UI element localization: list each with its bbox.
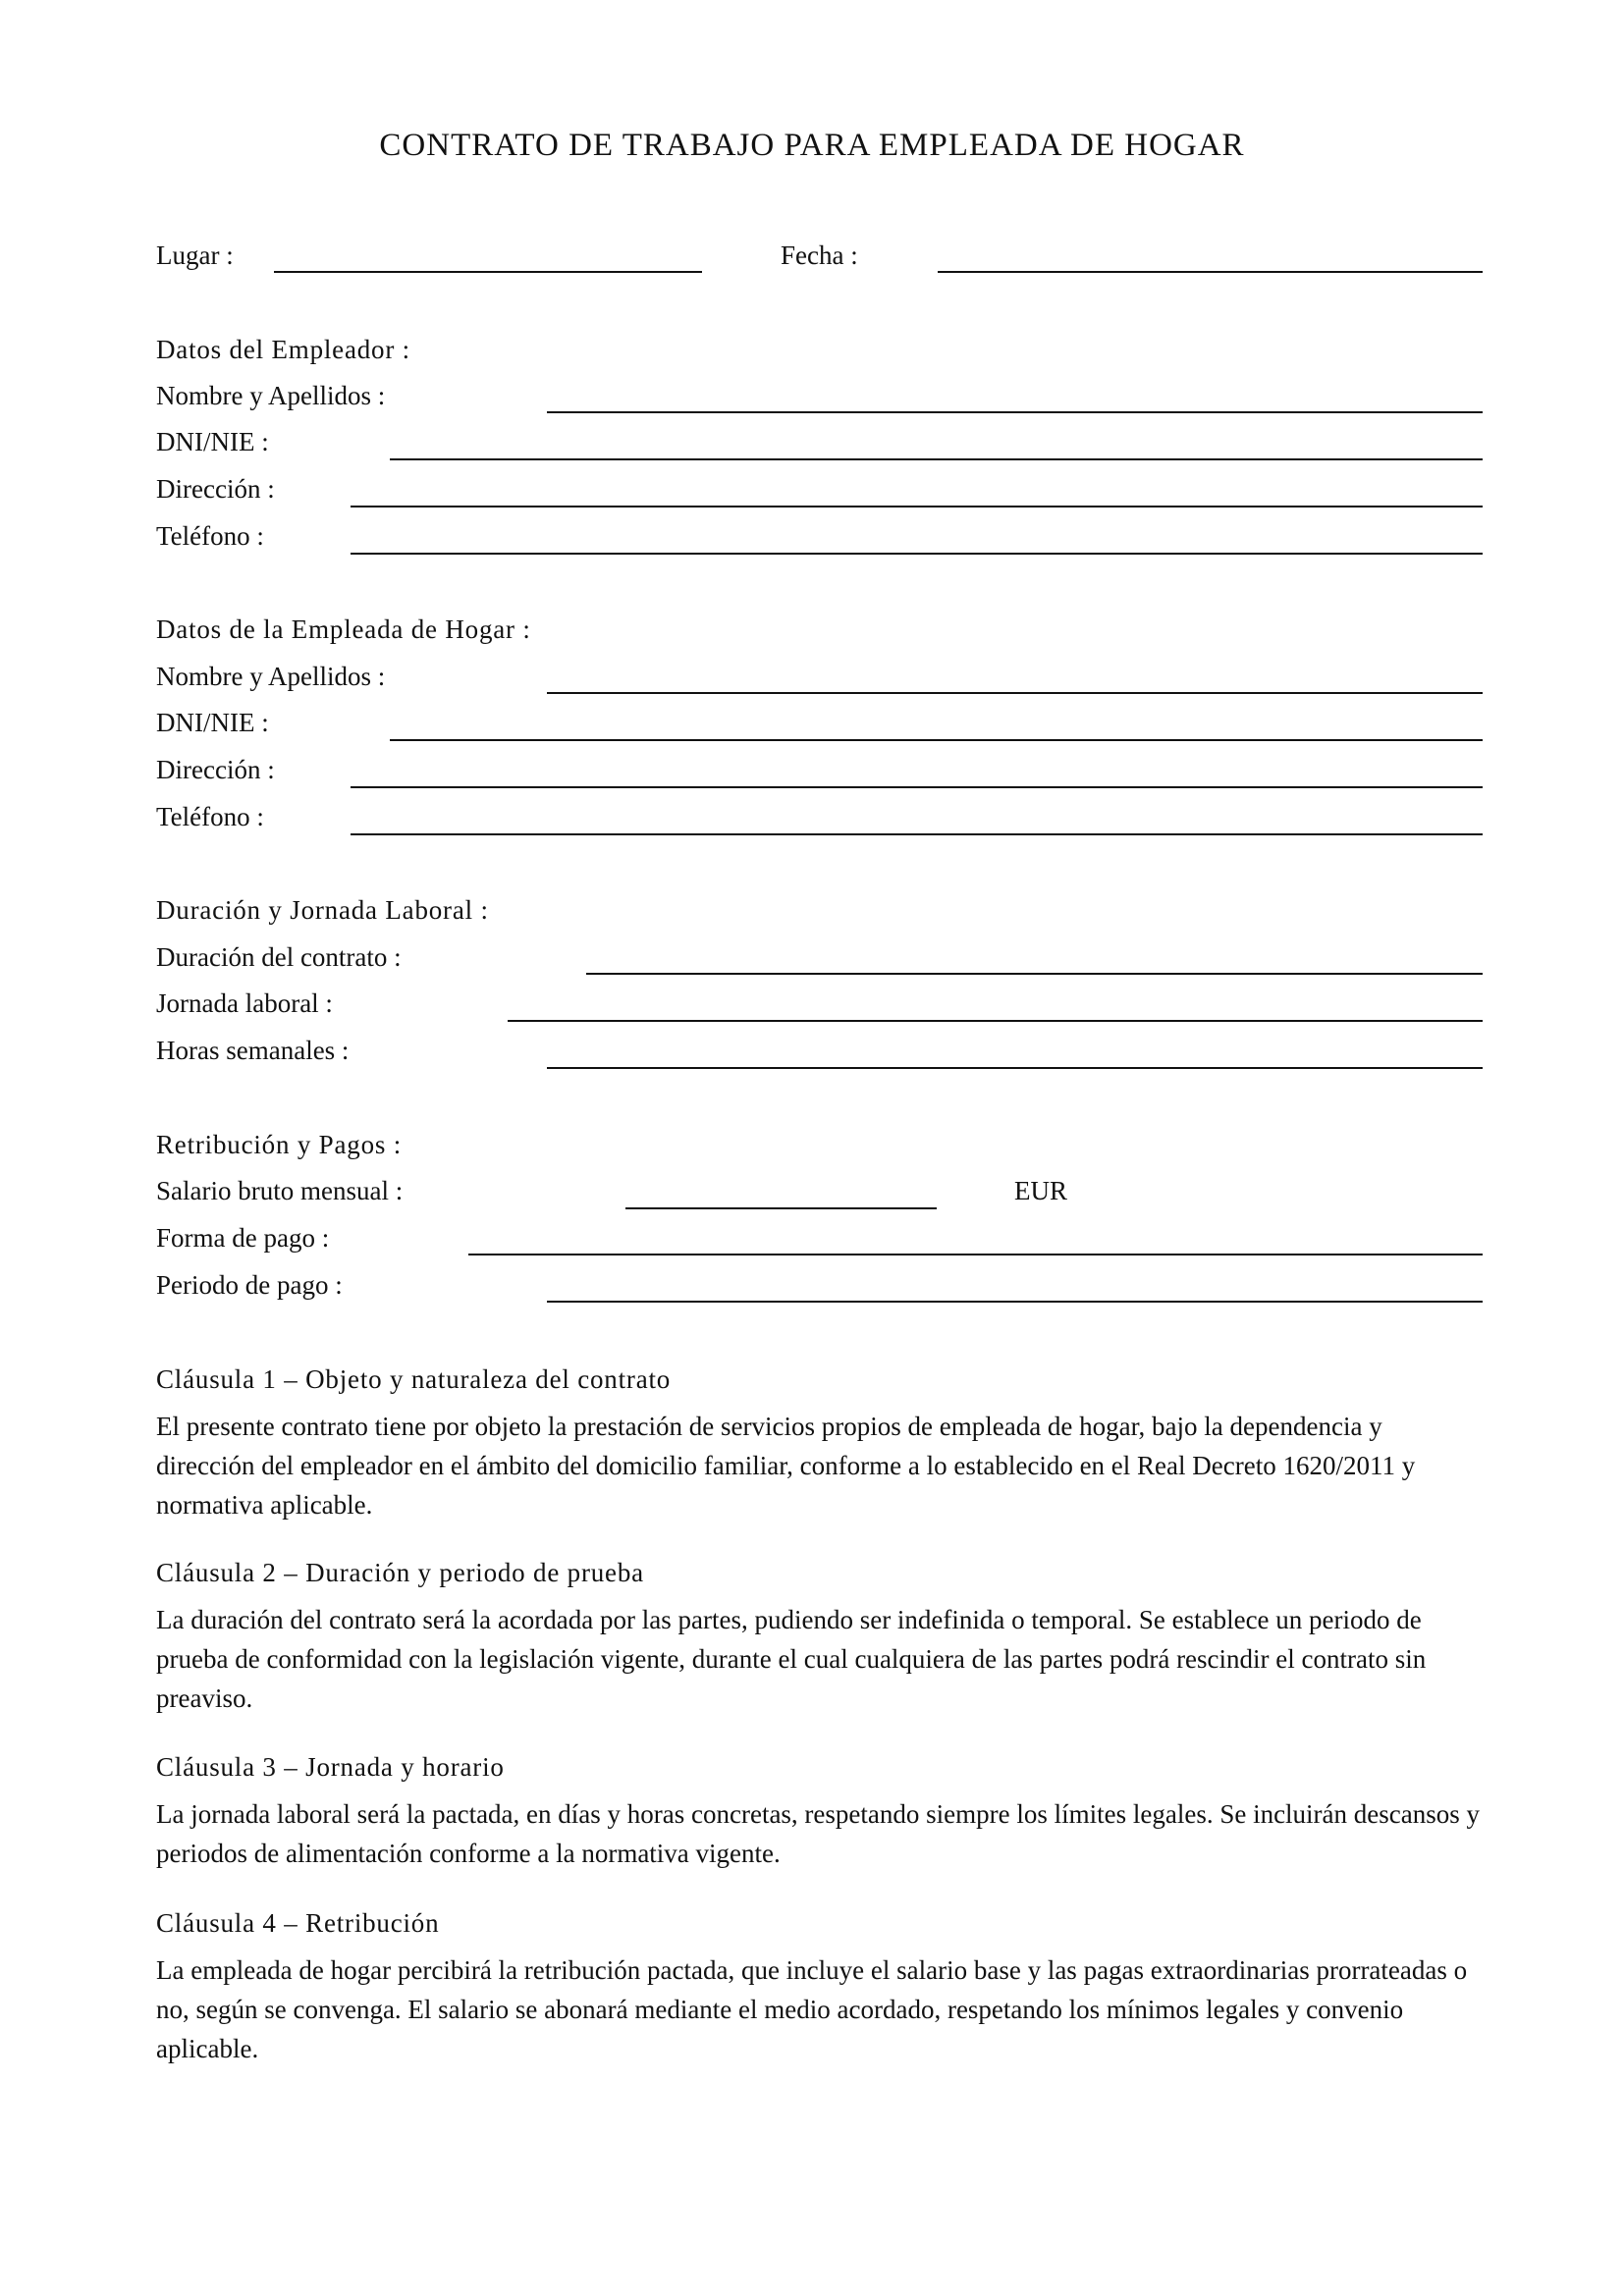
clause-3-title: Cláusula 3 – Jornada y horario <box>156 1752 505 1782</box>
employer-name-field[interactable] <box>547 411 1483 413</box>
employer-address-field[interactable] <box>351 506 1483 507</box>
employer-heading: Datos del Empleador : <box>156 335 410 364</box>
payment-period-field[interactable] <box>547 1301 1483 1303</box>
clause-1-title: Cláusula 1 – Objeto y naturaleza del contrato <box>156 1364 672 1394</box>
clause-4-title: Cláusula 4 – Retribución <box>156 1908 440 1938</box>
employee-name-label: Nombre y Apellidos : <box>156 662 386 691</box>
employee-address-field[interactable] <box>351 786 1483 788</box>
duration-label: Duración del contrato : <box>156 942 402 972</box>
workday-field[interactable] <box>508 1020 1483 1022</box>
employer-phone-label: Teléfono : <box>156 521 264 551</box>
payment-method-label: Forma de pago : <box>156 1223 330 1253</box>
employer-dni-field[interactable] <box>390 458 1483 460</box>
workday-label: Jornada laboral : <box>156 988 333 1018</box>
lugar-field[interactable] <box>274 271 702 273</box>
lugar-label: Lugar : <box>156 240 234 270</box>
employer-address-label: Dirección : <box>156 474 275 504</box>
hours-label: Horas semanales : <box>156 1036 350 1065</box>
employee-phone-label: Teléfono : <box>156 802 264 831</box>
fecha-field[interactable] <box>938 271 1483 273</box>
payment-period-label: Periodo de pago : <box>156 1270 343 1300</box>
clause-1-text: El presente contrato tiene por objeto la prestación de servicios propios de empleada de hogar, bajo la dependencia y dirección del empleador en el ámbito del domicilio familiar, conforme a lo establecido en el Real Decreto 1620/2011 y normativa aplicable. <box>156 1412 1416 1520</box>
employee-heading: Datos de la Empleada de Hogar : <box>156 614 531 644</box>
employee-dni-label: DNI/NIE : <box>156 708 269 737</box>
document-title: CONTRATO DE TRABAJO PARA EMPLEADA DE HOGAR <box>379 128 1245 163</box>
employee-dni-field[interactable] <box>390 739 1483 741</box>
employer-phone-field[interactable] <box>351 553 1483 555</box>
employee-address-label: Dirección : <box>156 755 275 784</box>
schedule-heading: Duración y Jornada Laboral : <box>156 895 489 925</box>
currency-label: EUR <box>1014 1176 1067 1205</box>
employee-name-field[interactable] <box>547 692 1483 694</box>
clause-2-title: Cláusula 2 – Duración y periodo de prueba <box>156 1558 644 1587</box>
payment-method-field[interactable] <box>468 1254 1483 1255</box>
hours-field[interactable] <box>547 1067 1483 1069</box>
clause-2-text: La duración del contrato será la acordada por las partes, pudiendo ser indefinida o temporal. Se establece un periodo de prueba de conformidad con la legislación vigente, durante el cual cualquiera de las partes podrá rescindir el contrato sin preaviso. <box>156 1605 1427 1713</box>
clause-3-text: La jornada laboral será la pactada, en días y horas concretas, respetando siempre los límites legales. Se incluirán descansos y periodos de alimentación conforme a la normativa vigente. <box>156 1799 1481 1868</box>
salary-label: Salario bruto mensual : <box>156 1176 404 1205</box>
employer-name-label: Nombre y Apellidos : <box>156 381 386 410</box>
employee-phone-field[interactable] <box>351 833 1483 835</box>
duration-field[interactable] <box>586 973 1483 975</box>
fecha-label: Fecha : <box>781 240 858 270</box>
clause-4-text: La empleada de hogar percibirá la retribución pactada, que incluye el salario base y las pagas extraordinarias prorrateadas o no, según se convenga. El salario se abonará mediante el medio acordado, respetando los mínimos legales y convenio aplicable. <box>156 1955 1468 2063</box>
pay-heading: Retribución y Pagos : <box>156 1130 403 1159</box>
salary-field[interactable] <box>625 1207 937 1209</box>
employer-dni-label: DNI/NIE : <box>156 427 269 456</box>
